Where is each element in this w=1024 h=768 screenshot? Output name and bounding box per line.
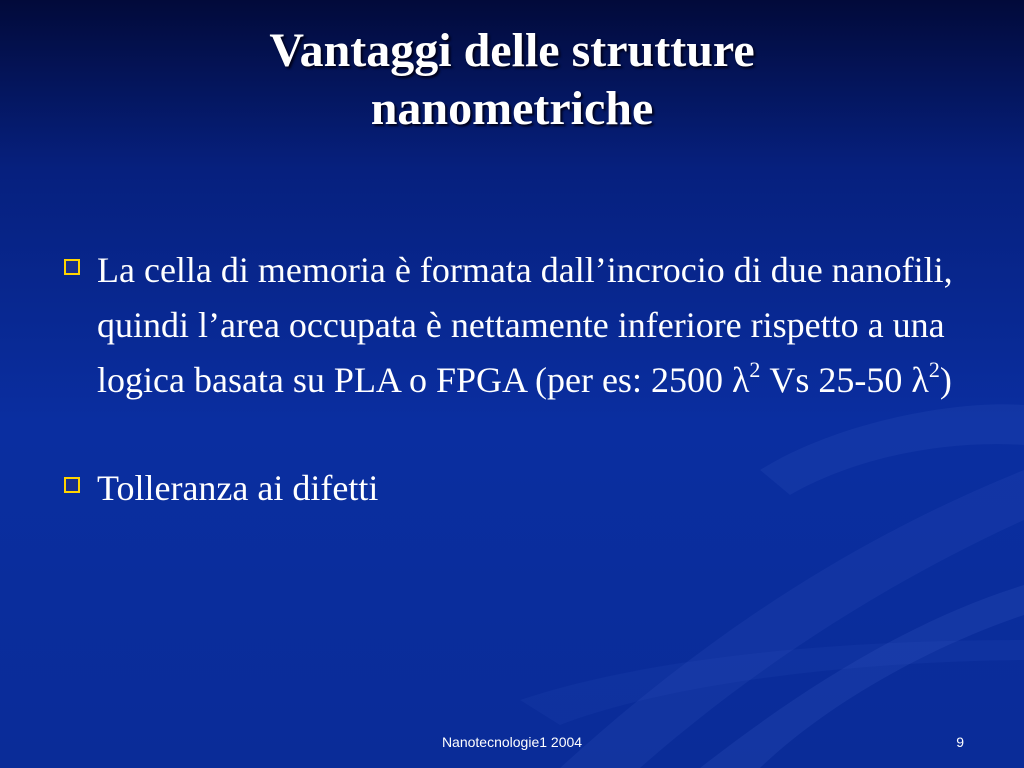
bullet-list [60, 243, 970, 516]
superscript: 2 [749, 357, 761, 382]
bullet-text-part: ) [939, 360, 952, 400]
slide-title-line: Vantaggi delle strutture [269, 24, 755, 77]
bullet-text-part: Vs 25-50 λ [760, 360, 929, 400]
page-number: 9 [956, 734, 964, 750]
footer-text: Nanotecnologie1 2004 [441, 734, 583, 750]
bullet-text [97, 243, 970, 408]
checkbox-bullet-icon [64, 259, 80, 275]
slide-title [0, 22, 1024, 138]
bullet-text: Tolleranza ai difetti [97, 468, 379, 508]
superscript: 2 [928, 357, 940, 382]
bullet-item [60, 243, 970, 408]
bullet-item [60, 461, 970, 516]
bullet-text-part: La cella di memoria è formata dall’incrocio di due nanofili, quindi l’area occupata è nettamente inferiore rispetto a una logica basata su PLA o FPGA (per es: 2500 λ [97, 250, 953, 400]
checkbox-bullet-icon [64, 477, 80, 493]
slide-title-line: nanometriche [370, 82, 654, 135]
